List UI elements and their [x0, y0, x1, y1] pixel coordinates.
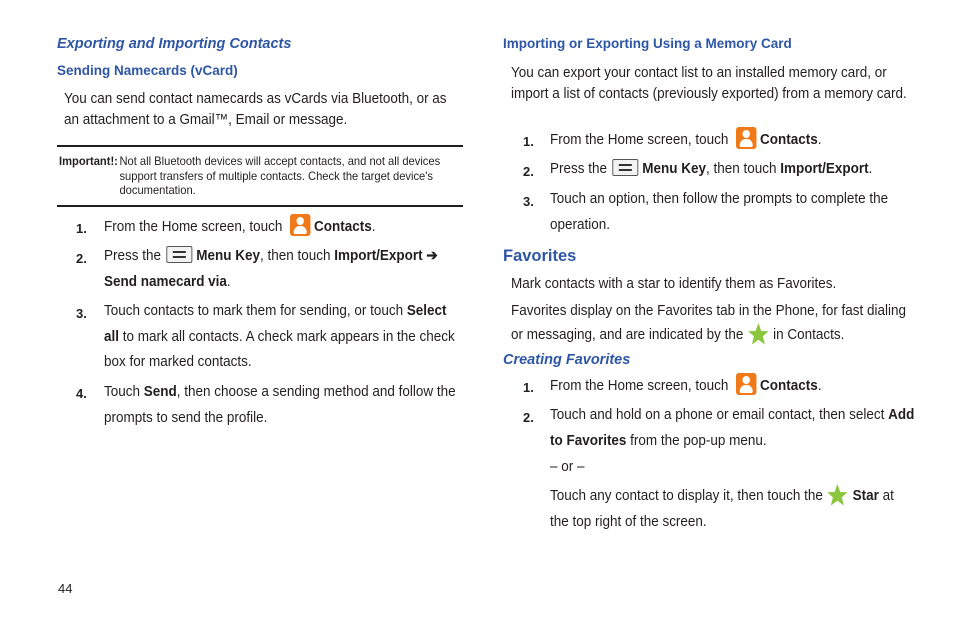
- step-text: Press the Menu Key, then touch Import/Export.: [550, 161, 873, 177]
- step-number: 4.: [76, 386, 87, 401]
- or-separator: – or –: [550, 459, 585, 475]
- menu-key-icon: [613, 159, 639, 176]
- step-number: 2.: [76, 251, 87, 266]
- creating-favorites-heading: Creating Favorites: [503, 352, 631, 368]
- step-number: 2.: [523, 164, 534, 179]
- section-heading-export-import: Exporting and Importing Contacts: [57, 36, 292, 52]
- intro-paragraph: You can send contact namecards as vCards via Bluetooth, or as an attachment to a Gmail™, Email or message.: [64, 91, 447, 128]
- step-number: 1.: [523, 134, 534, 149]
- step-number: 1.: [523, 380, 534, 395]
- subheading-memory-card: Importing or Exporting Using a Memory Card: [503, 36, 792, 51]
- contacts-icon: [290, 214, 310, 236]
- step-text: Touch and hold on a phone or email contact, then select Add to Favorites from the pop-up menu.: [550, 407, 915, 449]
- important-note: [59, 154, 489, 198]
- step-number: 2.: [523, 410, 534, 425]
- step-number: 3.: [523, 194, 534, 209]
- memory-card-intro: You can export your contact list to an installed memory card, or import a list of contacts (previously exported) from a memory card.: [511, 65, 907, 102]
- contacts-icon: [736, 373, 756, 395]
- page-number: 44: [58, 581, 73, 596]
- note-text: Not all Bluetooth devices will accept contacts, and not all devices support transfers of multiple contacts. Check the target device's documentation.: [119, 154, 441, 197]
- step-text: Press the Menu Key, then touch Import/Export ➔ Send namecard via.: [104, 248, 438, 290]
- step-text: From the Home screen, touch Contacts.: [104, 214, 476, 241]
- contacts-icon: [736, 127, 756, 149]
- favorites-paragraph-2: Favorites display on the Favorites tab in the Phone, for fast dialing or messaging, and are indicated by the in Contacts.: [511, 301, 909, 346]
- step-text: Touch contacts to mark them for sending, or touch Select all to mark all contacts. A check mark appears in the check box for marked contacts.: [104, 303, 455, 370]
- star-icon: [827, 483, 849, 507]
- note-label: Important!:: [59, 154, 118, 168]
- step-text: Touch an option, then follow the prompts to complete the operation.: [550, 191, 889, 233]
- subheading-sending-namecards: Sending Namecards (vCard): [57, 63, 238, 78]
- favorites-paragraph-1: Mark contacts with a star to identify them as Favorites.: [511, 276, 837, 292]
- step-number: 1.: [76, 221, 87, 236]
- step-text: Touch Send, then choose a sending method and follow the prompts to send the profile.: [104, 384, 456, 426]
- star-icon: [747, 322, 769, 346]
- step-text: From the Home screen, touch Contacts.: [550, 373, 922, 400]
- step-number: 3.: [76, 306, 87, 321]
- favorites-heading: Favorites: [503, 247, 577, 265]
- alternative-step-text: Touch any contact to display it, then touch the Star at the top right of the screen.: [550, 483, 915, 535]
- note-top-rule: [57, 145, 463, 147]
- menu-key-icon: [167, 246, 193, 263]
- step-text: From the Home screen, touch Contacts.: [550, 127, 922, 154]
- note-bottom-rule: [57, 205, 463, 207]
